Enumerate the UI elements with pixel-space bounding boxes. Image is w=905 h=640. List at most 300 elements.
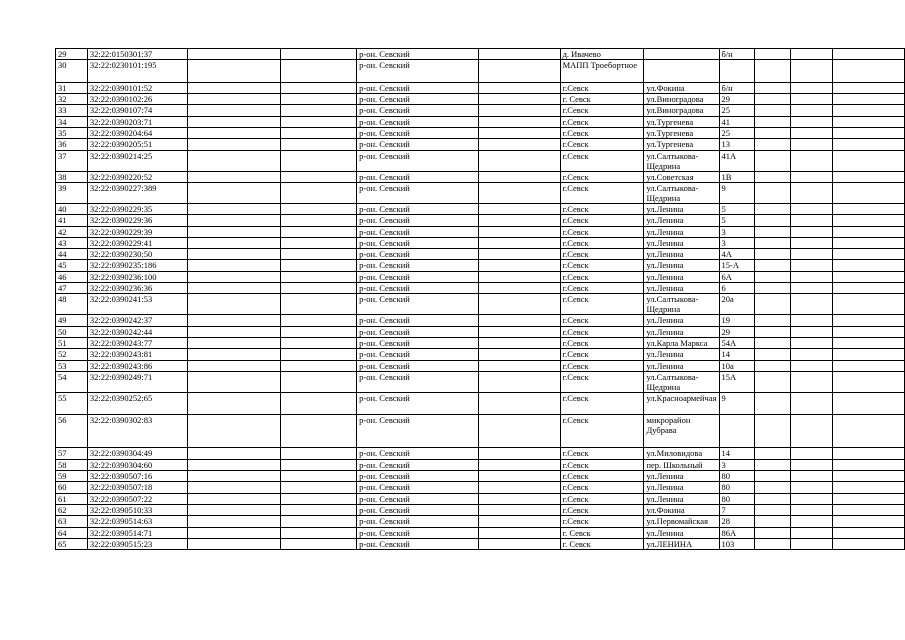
empty-cell xyxy=(833,49,905,60)
locality-cell: г.Севск xyxy=(560,237,644,248)
house-number-cell: 9 xyxy=(719,182,755,203)
street-cell: ул.Ленина xyxy=(644,249,719,260)
empty-cell xyxy=(281,237,357,248)
empty-cell xyxy=(791,139,833,150)
empty-cell xyxy=(833,415,905,448)
empty-cell xyxy=(791,527,833,538)
table-row xyxy=(56,60,905,83)
empty-cell xyxy=(833,283,905,294)
row-number-cell: 41 xyxy=(56,215,88,226)
house-number-cell: 25 xyxy=(719,128,755,139)
house-number-cell: 15-А xyxy=(719,260,755,271)
district-cell: р-он. Севский xyxy=(357,150,479,171)
empty-cell xyxy=(755,371,791,392)
empty-cell xyxy=(478,337,560,348)
house-number-cell: 86А xyxy=(719,527,755,538)
empty-cell xyxy=(833,116,905,127)
empty-cell xyxy=(833,150,905,171)
empty-cell xyxy=(791,283,833,294)
district-cell: р-он. Севский xyxy=(357,448,479,459)
empty-cell xyxy=(478,482,560,493)
empty-cell xyxy=(791,226,833,237)
empty-cell xyxy=(281,60,357,83)
cadastral-number-cell: 32:22:0390227:389 xyxy=(87,182,187,203)
empty-cell xyxy=(755,237,791,248)
empty-cell xyxy=(833,326,905,337)
district-cell: р-он. Севский xyxy=(357,337,479,348)
row-number-cell: 31 xyxy=(56,82,88,93)
street-cell: ул.Тургенева xyxy=(644,116,719,127)
empty-cell xyxy=(755,360,791,371)
empty-cell xyxy=(833,315,905,326)
street-cell: ул.Тургенева xyxy=(644,139,719,150)
empty-cell xyxy=(791,249,833,260)
empty-cell xyxy=(791,260,833,271)
cadastral-number-cell: 32:22:0390101:52 xyxy=(87,82,187,93)
empty-cell xyxy=(791,150,833,171)
empty-cell xyxy=(791,128,833,139)
empty-cell xyxy=(791,271,833,282)
empty-cell xyxy=(833,527,905,538)
district-cell: р-он. Севский xyxy=(357,315,479,326)
empty-cell xyxy=(755,415,791,448)
empty-cell xyxy=(281,482,357,493)
street-cell: ул.Миловидова xyxy=(644,448,719,459)
row-number-cell: 57 xyxy=(56,448,88,459)
locality-cell: г.Севск xyxy=(560,249,644,260)
empty-cell xyxy=(281,538,357,549)
row-number-cell: 53 xyxy=(56,360,88,371)
cadastral-number-cell: 32:22:0150301:37 xyxy=(87,49,187,60)
table-row xyxy=(56,237,905,248)
empty-cell xyxy=(478,150,560,171)
cadastral-number-cell: 32:22:0390507:16 xyxy=(87,471,187,482)
empty-cell xyxy=(281,271,357,282)
street-cell: ул.Ленина xyxy=(644,482,719,493)
cadastral-number-cell: 32:22:0390243:77 xyxy=(87,337,187,348)
empty-cell xyxy=(478,315,560,326)
empty-cell xyxy=(833,215,905,226)
street-cell: ул.Карла Маркса xyxy=(644,337,719,348)
table-row xyxy=(56,182,905,203)
empty-cell xyxy=(187,493,281,504)
row-number-cell: 37 xyxy=(56,150,88,171)
empty-cell xyxy=(755,271,791,282)
street-cell: пер. Школьный xyxy=(644,459,719,470)
empty-cell xyxy=(187,171,281,182)
empty-cell xyxy=(478,349,560,360)
street-cell xyxy=(644,49,719,60)
street-cell: ул.Ленина xyxy=(644,471,719,482)
empty-cell xyxy=(281,105,357,116)
house-number-cell: 15А xyxy=(719,371,755,392)
empty-cell xyxy=(281,471,357,482)
empty-cell xyxy=(755,392,791,415)
empty-cell xyxy=(791,315,833,326)
house-number-cell: 80 xyxy=(719,471,755,482)
locality-cell: г.Севск xyxy=(560,150,644,171)
empty-cell xyxy=(187,471,281,482)
table-row xyxy=(56,371,905,392)
district-cell: р-он. Севский xyxy=(357,128,479,139)
empty-cell xyxy=(478,215,560,226)
empty-cell xyxy=(478,171,560,182)
empty-cell xyxy=(281,116,357,127)
table-row xyxy=(56,215,905,226)
empty-cell xyxy=(791,504,833,515)
cadastral-records-table xyxy=(55,48,905,550)
empty-cell xyxy=(281,493,357,504)
table-row xyxy=(56,493,905,504)
house-number-cell: 6 xyxy=(719,283,755,294)
district-cell: р-он. Севский xyxy=(357,349,479,360)
empty-cell xyxy=(187,392,281,415)
empty-cell xyxy=(281,226,357,237)
empty-cell xyxy=(833,60,905,83)
empty-cell xyxy=(755,527,791,538)
cadastral-number-cell: 32:22:0390235:186 xyxy=(87,260,187,271)
table-row xyxy=(56,392,905,415)
cadastral-number-cell: 32:22:0390514:71 xyxy=(87,527,187,538)
locality-cell: г.Севск xyxy=(560,371,644,392)
table-row xyxy=(56,105,905,116)
empty-cell xyxy=(755,326,791,337)
street-cell: ул.Салтыкова-Щедрина xyxy=(644,150,719,171)
street-cell: ул.Ленина xyxy=(644,203,719,214)
empty-cell xyxy=(791,337,833,348)
street-cell: ул.Тургенева xyxy=(644,128,719,139)
empty-cell xyxy=(755,538,791,549)
locality-cell: г.Севск xyxy=(560,82,644,93)
district-cell: р-он. Севский xyxy=(357,215,479,226)
row-number-cell: 44 xyxy=(56,249,88,260)
house-number-cell: 29 xyxy=(719,94,755,105)
empty-cell xyxy=(833,337,905,348)
empty-cell xyxy=(478,139,560,150)
row-number-cell: 52 xyxy=(56,349,88,360)
empty-cell xyxy=(791,360,833,371)
empty-cell xyxy=(833,249,905,260)
house-number-cell: 25 xyxy=(719,105,755,116)
district-cell: р-он. Севский xyxy=(357,182,479,203)
table-row xyxy=(56,271,905,282)
cadastral-number-cell: 32:22:0390507:22 xyxy=(87,493,187,504)
table-row xyxy=(56,82,905,93)
cadastral-number-cell: 32:22:0390229:41 xyxy=(87,237,187,248)
table-row xyxy=(56,315,905,326)
row-number-cell: 49 xyxy=(56,315,88,326)
empty-cell xyxy=(478,49,560,60)
district-cell: р-он. Севский xyxy=(357,116,479,127)
empty-cell xyxy=(187,482,281,493)
empty-cell xyxy=(478,203,560,214)
row-number-cell: 42 xyxy=(56,226,88,237)
cadastral-number-cell: 32:22:0390102:26 xyxy=(87,94,187,105)
empty-cell xyxy=(478,471,560,482)
locality-cell: г. Севск xyxy=(560,527,644,538)
empty-cell xyxy=(755,49,791,60)
house-number-cell: б/н xyxy=(719,82,755,93)
locality-cell: г. Севск xyxy=(560,94,644,105)
empty-cell xyxy=(187,150,281,171)
row-number-cell: 32 xyxy=(56,94,88,105)
locality-cell: д. Ивачево xyxy=(560,49,644,60)
house-number-cell: 5 xyxy=(719,203,755,214)
empty-cell xyxy=(755,315,791,326)
row-number-cell: 43 xyxy=(56,237,88,248)
house-number-cell: 3 xyxy=(719,459,755,470)
row-number-cell: 38 xyxy=(56,171,88,182)
cadastral-number-cell: 32:22:0390204:64 xyxy=(87,128,187,139)
empty-cell xyxy=(833,482,905,493)
street-cell: ул.Ленина xyxy=(644,493,719,504)
locality-cell: г.Севск xyxy=(560,105,644,116)
table-row xyxy=(56,294,905,315)
street-cell: микрорайон Дубрава xyxy=(644,415,719,448)
empty-cell xyxy=(791,538,833,549)
empty-cell xyxy=(478,60,560,83)
empty-cell xyxy=(755,116,791,127)
street-cell: ул.Ленина xyxy=(644,271,719,282)
row-number-cell: 63 xyxy=(56,516,88,527)
street-cell: ул.Ленина xyxy=(644,226,719,237)
row-number-cell: 60 xyxy=(56,482,88,493)
empty-cell xyxy=(478,260,560,271)
cadastral-number-cell: 32:22:0390203:71 xyxy=(87,116,187,127)
locality-cell: г.Севск xyxy=(560,271,644,282)
empty-cell xyxy=(187,215,281,226)
empty-cell xyxy=(755,94,791,105)
locality-cell: г.Севск xyxy=(560,415,644,448)
empty-cell xyxy=(833,349,905,360)
locality-cell: г. Севск xyxy=(560,538,644,549)
table-row xyxy=(56,171,905,182)
empty-cell xyxy=(755,482,791,493)
table-row xyxy=(56,360,905,371)
empty-cell xyxy=(791,493,833,504)
empty-cell xyxy=(833,226,905,237)
empty-cell xyxy=(833,82,905,93)
locality-cell: г.Севск xyxy=(560,516,644,527)
district-cell: р-он. Севский xyxy=(357,392,479,415)
empty-cell xyxy=(755,516,791,527)
house-number-cell: 13 xyxy=(719,139,755,150)
house-number-cell: 14 xyxy=(719,448,755,459)
row-number-cell: 59 xyxy=(56,471,88,482)
empty-cell xyxy=(281,49,357,60)
cadastral-number-cell: 32:22:0390229:36 xyxy=(87,215,187,226)
empty-cell xyxy=(187,315,281,326)
empty-cell xyxy=(833,105,905,116)
empty-cell xyxy=(755,203,791,214)
street-cell: ул.Салтыкова-Щедрина xyxy=(644,294,719,315)
district-cell: р-он. Севский xyxy=(357,271,479,282)
table-row xyxy=(56,260,905,271)
empty-cell xyxy=(755,349,791,360)
locality-cell: г.Севск xyxy=(560,139,644,150)
empty-cell xyxy=(755,493,791,504)
empty-cell xyxy=(833,459,905,470)
empty-cell xyxy=(281,415,357,448)
row-number-cell: 55 xyxy=(56,392,88,415)
empty-cell xyxy=(281,249,357,260)
empty-cell xyxy=(478,516,560,527)
street-cell: ул.Ленина xyxy=(644,260,719,271)
empty-cell xyxy=(187,538,281,549)
empty-cell xyxy=(478,448,560,459)
table-row xyxy=(56,226,905,237)
empty-cell xyxy=(187,260,281,271)
street-cell: ул.Ленина xyxy=(644,215,719,226)
house-number-cell: 103 xyxy=(719,538,755,549)
empty-cell xyxy=(755,260,791,271)
empty-cell xyxy=(478,326,560,337)
empty-cell xyxy=(281,504,357,515)
empty-cell xyxy=(281,94,357,105)
district-cell: р-он. Севский xyxy=(357,482,479,493)
street-cell: ул.Виноградова xyxy=(644,105,719,116)
empty-cell xyxy=(187,249,281,260)
empty-cell xyxy=(187,60,281,83)
empty-cell xyxy=(187,448,281,459)
empty-cell xyxy=(791,371,833,392)
empty-cell xyxy=(281,371,357,392)
locality-cell: МАПП Троебортное xyxy=(560,60,644,83)
cadastral-number-cell: 32:22:0390230:50 xyxy=(87,249,187,260)
empty-cell xyxy=(187,294,281,315)
empty-cell xyxy=(281,150,357,171)
row-number-cell: 51 xyxy=(56,337,88,348)
district-cell: р-он. Севский xyxy=(357,171,479,182)
house-number-cell: 3 xyxy=(719,226,755,237)
empty-cell xyxy=(187,94,281,105)
empty-cell xyxy=(833,94,905,105)
empty-cell xyxy=(478,360,560,371)
cadastral-number-cell: 32:22:0390242:44 xyxy=(87,326,187,337)
empty-cell xyxy=(755,448,791,459)
empty-cell xyxy=(755,182,791,203)
empty-cell xyxy=(478,237,560,248)
row-number-cell: 36 xyxy=(56,139,88,150)
locality-cell: г.Севск xyxy=(560,337,644,348)
locality-cell: г.Севск xyxy=(560,260,644,271)
empty-cell xyxy=(791,471,833,482)
empty-cell xyxy=(791,105,833,116)
table-row xyxy=(56,504,905,515)
empty-cell xyxy=(791,349,833,360)
empty-cell xyxy=(755,459,791,470)
empty-cell xyxy=(791,215,833,226)
empty-cell xyxy=(833,260,905,271)
house-number-cell: 6А xyxy=(719,271,755,282)
cadastral-number-cell: 32:22:0390229:39 xyxy=(87,226,187,237)
table-row xyxy=(56,337,905,348)
empty-cell xyxy=(281,82,357,93)
house-number-cell: 54А xyxy=(719,337,755,348)
empty-cell xyxy=(478,527,560,538)
district-cell: р-он. Севский xyxy=(357,415,479,448)
cadastral-number-cell: 32:22:0390302:83 xyxy=(87,415,187,448)
row-number-cell: 40 xyxy=(56,203,88,214)
empty-cell xyxy=(187,371,281,392)
empty-cell xyxy=(833,392,905,415)
locality-cell: г.Севск xyxy=(560,226,644,237)
row-number-cell: 65 xyxy=(56,538,88,549)
empty-cell xyxy=(187,82,281,93)
empty-cell xyxy=(833,448,905,459)
district-cell: р-он. Севский xyxy=(357,283,479,294)
empty-cell xyxy=(833,271,905,282)
empty-cell xyxy=(833,182,905,203)
row-number-cell: 46 xyxy=(56,271,88,282)
empty-cell xyxy=(281,337,357,348)
empty-cell xyxy=(791,94,833,105)
empty-cell xyxy=(187,226,281,237)
row-number-cell: 47 xyxy=(56,283,88,294)
table-row xyxy=(56,249,905,260)
empty-cell xyxy=(187,116,281,127)
empty-cell xyxy=(187,203,281,214)
locality-cell: г.Севск xyxy=(560,315,644,326)
empty-cell xyxy=(187,459,281,470)
district-cell: р-он. Севский xyxy=(357,203,479,214)
row-number-cell: 35 xyxy=(56,128,88,139)
empty-cell xyxy=(791,82,833,93)
empty-cell xyxy=(281,315,357,326)
house-number-cell xyxy=(719,60,755,83)
empty-cell xyxy=(187,237,281,248)
district-cell: р-он. Севский xyxy=(357,60,479,83)
street-cell: ул.Ленина xyxy=(644,315,719,326)
locality-cell: г.Севск xyxy=(560,171,644,182)
street-cell: ул.Ленина xyxy=(644,527,719,538)
table-row xyxy=(56,482,905,493)
locality-cell: г.Севск xyxy=(560,349,644,360)
cadastral-number-cell: 32:22:0390514:63 xyxy=(87,516,187,527)
row-number-cell: 54 xyxy=(56,371,88,392)
empty-cell xyxy=(755,337,791,348)
empty-cell xyxy=(187,139,281,150)
locality-cell: г.Севск xyxy=(560,182,644,203)
table-row xyxy=(56,116,905,127)
district-cell: р-он. Севский xyxy=(357,360,479,371)
empty-cell xyxy=(833,139,905,150)
table-row xyxy=(56,203,905,214)
row-number-cell: 48 xyxy=(56,294,88,315)
locality-cell: г.Севск xyxy=(560,493,644,504)
table-row xyxy=(56,150,905,171)
locality-cell: г.Севск xyxy=(560,128,644,139)
table-row xyxy=(56,516,905,527)
empty-cell xyxy=(791,516,833,527)
table-row xyxy=(56,326,905,337)
district-cell: р-он. Севский xyxy=(357,49,479,60)
row-number-cell: 58 xyxy=(56,459,88,470)
empty-cell xyxy=(187,182,281,203)
table-row xyxy=(56,448,905,459)
cadastral-number-cell: 32:22:0390229:35 xyxy=(87,203,187,214)
empty-cell xyxy=(755,249,791,260)
empty-cell xyxy=(478,504,560,515)
empty-cell xyxy=(187,271,281,282)
row-number-cell: 39 xyxy=(56,182,88,203)
empty-cell xyxy=(755,294,791,315)
row-number-cell: 62 xyxy=(56,504,88,515)
street-cell: ул.Ленина xyxy=(644,326,719,337)
empty-cell xyxy=(478,294,560,315)
empty-cell xyxy=(478,538,560,549)
empty-cell xyxy=(187,504,281,515)
